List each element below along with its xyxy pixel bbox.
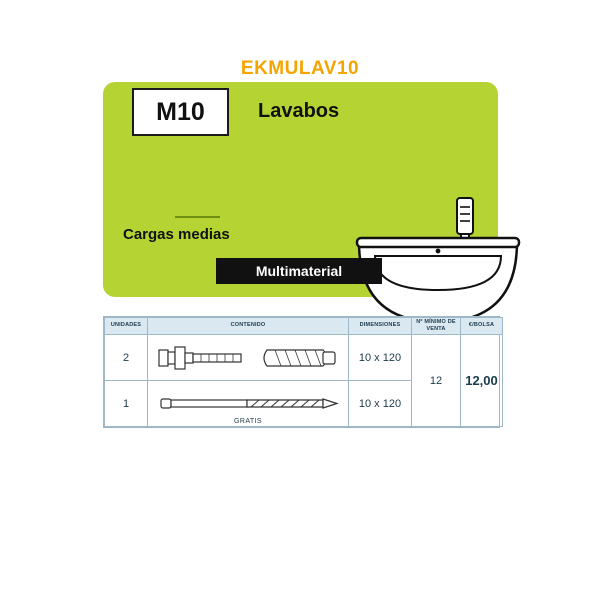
cell-dimensiones: 10 x 120 [349,335,412,381]
spec-table-body [105,335,503,427]
header-minimo-venta: Nº MÍNIMO DE VENTA [412,318,461,335]
cell-unidades: 1 [105,381,148,427]
content-cell-drill [148,381,348,426]
content-note: GRATIS [234,418,262,425]
table-row [105,335,503,381]
anchor-bolt-and-plug-icon [148,335,348,380]
header-precio-bolsa: €/BOLSA [461,318,503,335]
cell-contenido [148,381,349,427]
application-title: Lavabos [258,100,340,122]
spec-table-head [105,318,503,335]
divider-rule [175,216,220,218]
product-code: EKMULAV10 [240,58,360,79]
content-cell-anchor [148,335,348,380]
cell-dimensiones: 10 x 120 [349,381,412,427]
spec-table-wrapper [103,316,500,428]
cell-contenido [148,335,349,381]
size-badge: M10 [132,88,229,136]
cell-unidades: 2 [105,335,148,381]
header-dimensiones: DIMENSIONES [349,318,412,335]
load-label: Cargas medias [123,226,230,243]
cell-precio-bolsa: 12,00 [461,335,503,427]
spec-table [104,317,503,427]
material-tag: Multimaterial [216,258,382,284]
header-unidades: UNIDADES [105,318,148,335]
header-contenido: CONTENIDO [148,318,349,335]
table-header-row [105,318,503,335]
cell-minimo-venta: 12 [412,335,461,427]
